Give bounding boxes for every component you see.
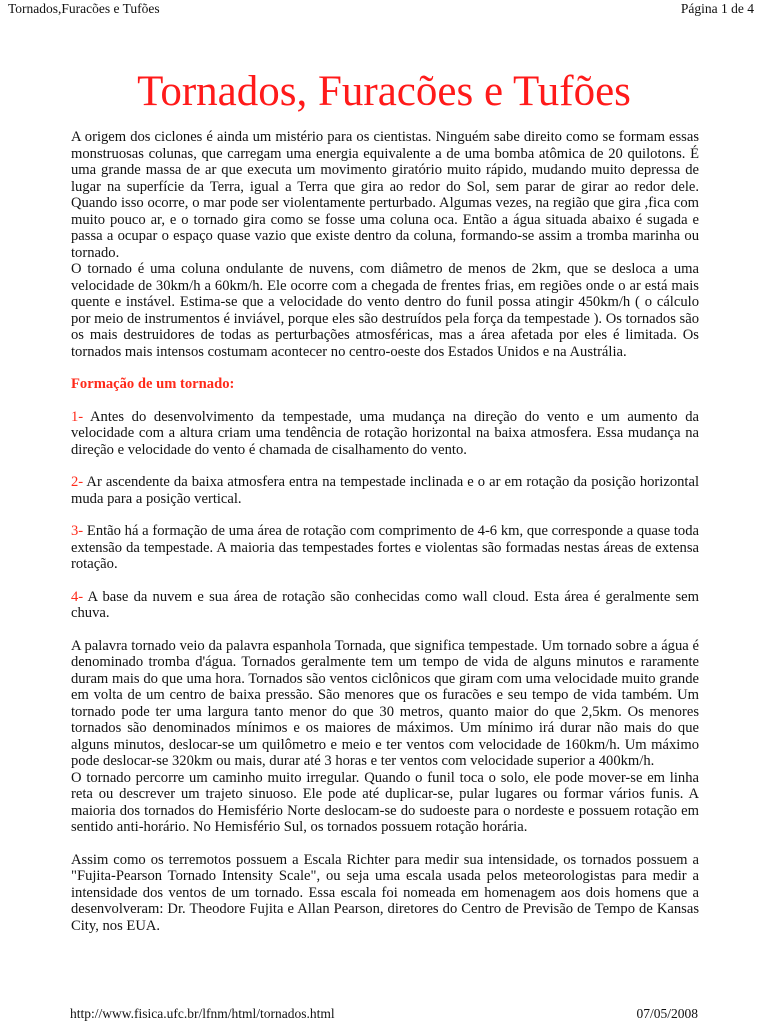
body-paragraph-5: Assim como os terremotos possuem a Escala Richter para medir sua intensidade, os tornados possuem a "Fujita-Pearson Tornado Intensity Scale", ou seja uma escala usada pelos meteorologistas para medir a intensidade dos ventos de um tornado. Essa escala foi nomeada em homenagem aos dois homens que a desenvolveram: Dr. Theodore Fujita e Allan Pearson, diretores do Centro de Previsão de Tempo de Kansas City, nos EUA. <box>71 851 699 934</box>
intro-paragraph-2: O tornado é uma coluna ondulante de nuvens, com diâmetro de menos de 2km, que se desloca a uma velocidade de 30km/h a 60km/h. Ele ocorre com a chegada de frentes frias, em regiões onde o ar está mais quente e instável. Estima-se que a velocidade do vento dentro do funil possa atingir 450km/h ( o cálculo por meio de instrumentos é inviável, porque eles são destruídos pela força da tempestade ). Os tornados são os mais destruidores de todas as perturbações atmosféricas, mas a área afetada por eles é limitada. Os tornados mais intensos costumam acontecer no centro-oeste dos Estados Unidos e na Austrália. <box>71 261 699 360</box>
document-body <box>71 129 699 934</box>
step-number: 4- <box>71 588 84 605</box>
page-header <box>8 0 754 20</box>
header-page-number: Página 1 de 4 <box>680 1 754 16</box>
footer-url: http://www.fisica.ufc.br/lfnm/html/tornados.html <box>70 1006 335 1021</box>
step-number: 3- <box>71 523 84 539</box>
body-paragraph-3: A palavra tornado veio da palavra espanhola Tornada, que significa tempestade. Um tornado sobre a água é denominado tromba d'água. Tornados geralmente tem um tempo de vida de alguns minutos e raramente duram mais do que uma hora. Tornados são ventos ciclônicos que giram com uma velocidade muito grande em volta de um centro de baixa pressão. São menores que os furacões e seu tempo de vida também. Um tornado pode ter uma largura tanto menor do que 30 metros, quanto maior do que 2,5km. Os menores tornados são denominados mínimos e os maiores de máximos. Um mínimo irá durar não mais do que alguns minutos, deslocar-se um quilômetro e meio e ter ventos com velocidade de 160km/h. Um máximo pode deslocar-se 320km ou mais, durar até 3 horas e ter ventos com velocidade superior a 400km/h. <box>71 637 699 769</box>
body-paragraph-4: O tornado percorre um caminho muito irregular. Quando o funil toca o solo, ele pode mover-se em linha reta ou descrever um trajeto sinuoso. Ele pode até duplicar-se, pular lugares ou formar vários funis. A maioria dos tornados do Hemisfério Norte deslocam-se do sudoeste para o nordeste e possuem rotação em sentido anti-horário. No Hemisfério Sul, os tornados possuem rotação horária. <box>71 769 699 835</box>
header-document-title: Tornados,Furacões e Tufões <box>8 1 160 16</box>
formation-step-1 <box>71 409 699 459</box>
step-text: A base da nuvem e sua área de rotação são conhecidas como wall cloud. Esta área é geralmente sem chuva. <box>71 588 699 621</box>
page-title: Tornados, Furacões e Tufões <box>137 68 631 115</box>
formation-step-4 <box>71 589 699 622</box>
step-number: 2- <box>71 474 84 490</box>
step-text: Antes do desenvolvimento da tempestade, uma mudança na direção do vento e um aumento da velocidade com a altura criam uma tendência de rotação horizontal na baixa atmosfera. Essa mudança na direção e velocidade do vento é chamada de cisalhamento do vento. <box>71 408 699 458</box>
page-footer <box>70 1005 698 1023</box>
step-text: Ar ascendente da baixa atmosfera entra na tempestade inclinada e o ar em rotação da posição horizontal muda para a posição vertical. <box>71 474 699 507</box>
step-text: Então há a formação de uma área de rotação com comprimento de 4-6 km, que corresponde a quase toda extensão da tempestade. A maioria das tempestades fortes e violentas são formadas nestas áreas de extensa rotação. <box>71 523 699 572</box>
section-heading-formation: Formação de um tornado: <box>71 376 235 392</box>
step-number: 1- <box>71 408 84 425</box>
formation-step-2 <box>71 474 699 507</box>
formation-step-3 <box>71 523 699 573</box>
intro-paragraph-1: A origem dos ciclones é ainda um mistério para os cientistas. Ninguém sabe direito como se formam essas monstruosas colunas, que carregam uma energia equivalente a de uma bomba atômica de 20 quilotons. É uma grande massa de ar que executa um movimento giratório muito rápido, mudando muito depressa de lugar na superfície da Terra, igual a Terra que gira ao redor do Sol, sem parar de girar ao redor dele. Quando isso ocorre, o mar pode ser violentamente perturbado. Algumas vezes, na região que gira ,fica com muito pouco ar, e o tornado gira como se fosse uma coluna oca. Então a água situada abaixo é sugada e passa a ocupar o espaço quase vazio que existe dentro da coluna, formando-se assim a tromba marinha ou tornado. <box>71 129 699 261</box>
footer-date: 07/05/2008 <box>636 1006 698 1021</box>
